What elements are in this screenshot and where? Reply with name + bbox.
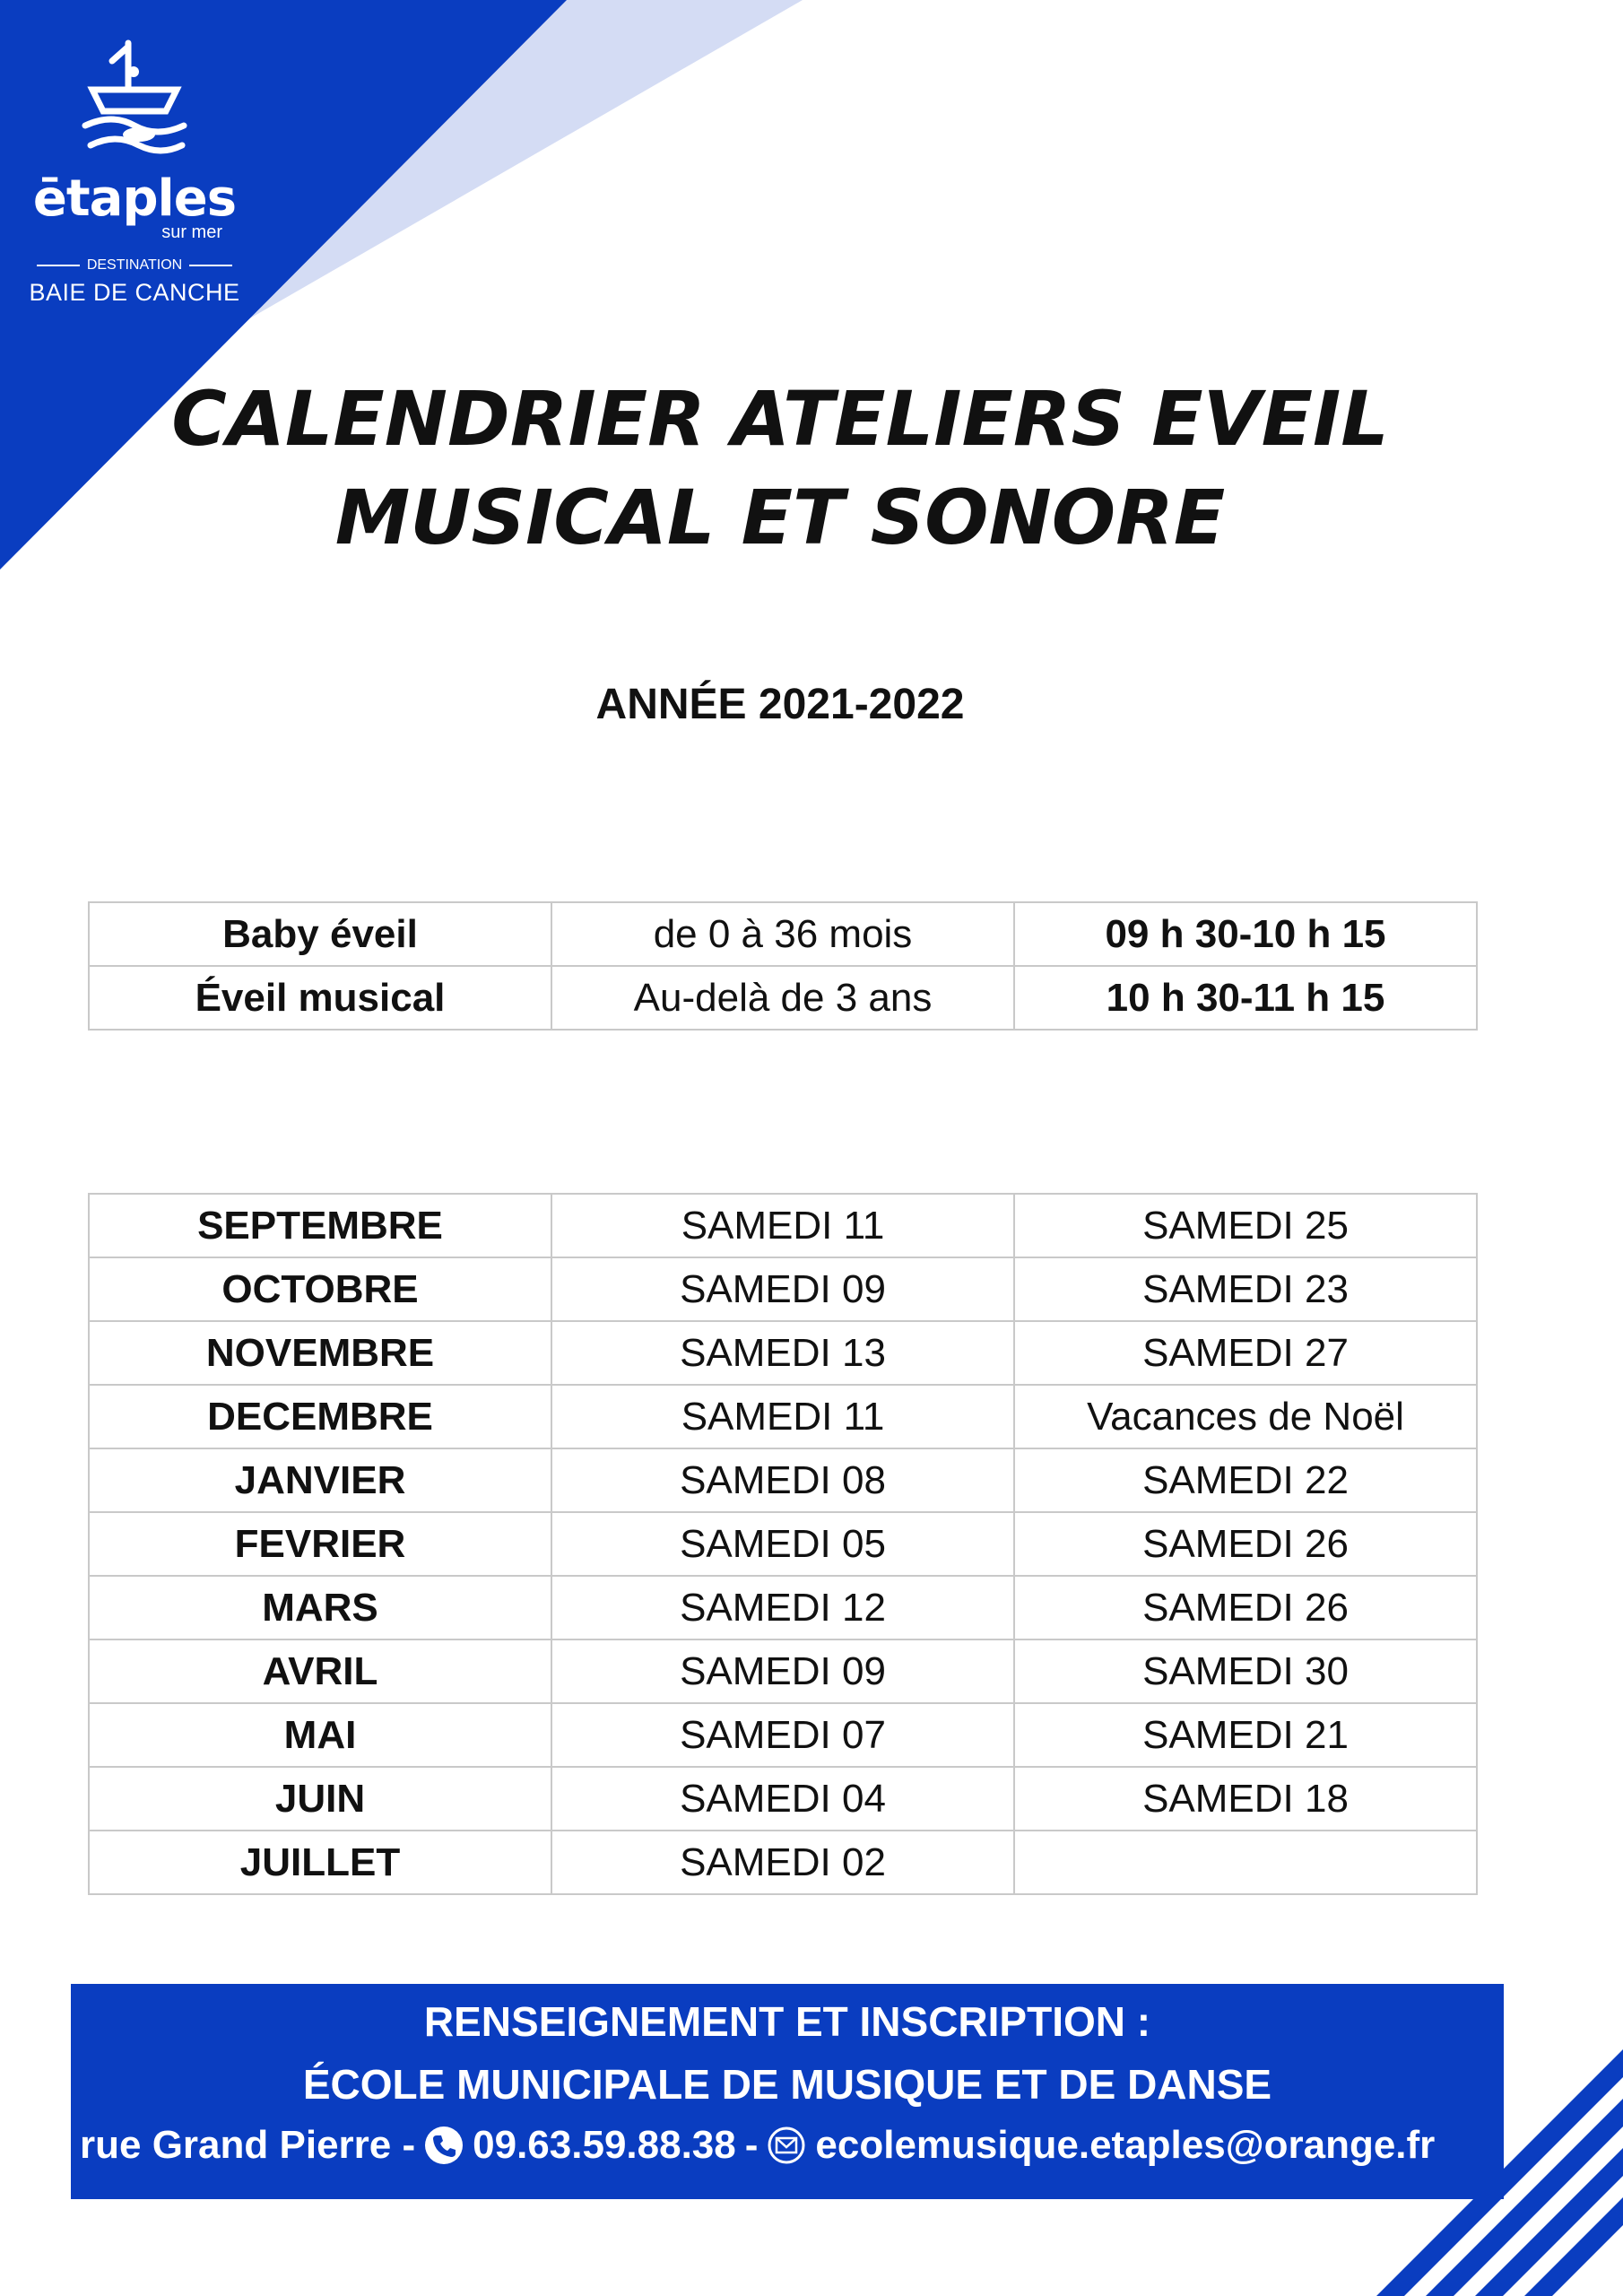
session-name: Baby éveil <box>89 902 551 966</box>
footer-separator: - <box>744 2123 759 2167</box>
date-cell: Vacances de Noël <box>1014 1385 1477 1448</box>
brand-logo <box>27 36 242 323</box>
destination-label: DESTINATION <box>86 257 183 273</box>
date-cell: SAMEDI 26 <box>1014 1576 1477 1639</box>
title-line-1: CALENDRIER ATELIERS EVEIL <box>171 375 1389 463</box>
brand-destination <box>27 257 242 274</box>
date-cell: SAMEDI 11 <box>551 1194 1014 1257</box>
session-times-table <box>88 901 1478 1031</box>
table-row <box>89 1448 1477 1512</box>
table-row <box>89 902 1477 966</box>
date-cell: SAMEDI 18 <box>1014 1767 1477 1831</box>
footer-contact-line <box>80 2117 1435 2174</box>
footer-phone[interactable]: 09.63.59.88.38 <box>473 2123 736 2167</box>
title-line-2: MUSICAL ET SONORE <box>334 474 1226 561</box>
month-cell: NOVEMBRE <box>89 1321 551 1385</box>
boat-fish-logo-icon <box>76 36 193 170</box>
school-year: ANNÉE 2021-2022 <box>595 681 965 728</box>
month-cell: AVRIL <box>89 1639 551 1703</box>
date-cell: SAMEDI 11 <box>551 1385 1014 1448</box>
date-cell: SAMEDI 07 <box>551 1703 1014 1767</box>
brand-subtitle: sur mer <box>161 222 222 242</box>
month-cell: MARS <box>89 1576 551 1639</box>
footer-school: ÉCOLE MUNICIPALE DE MUSIQUE ET DE DANSE <box>302 2061 1272 2108</box>
session-age: Au-delà de 3 ans <box>551 966 1014 1030</box>
footer-heading: RENSEIGNEMENT ET INSCRIPTION : <box>423 1998 1151 2045</box>
table-row <box>89 1767 1477 1831</box>
session-name: Éveil musical <box>89 966 551 1030</box>
month-cell: SEPTEMBRE <box>89 1194 551 1257</box>
table-row <box>89 1576 1477 1639</box>
date-cell: SAMEDI 09 <box>551 1639 1014 1703</box>
table-row <box>89 1194 1477 1257</box>
date-cell: SAMEDI 04 <box>551 1767 1014 1831</box>
date-cell: SAMEDI 27 <box>1014 1321 1477 1385</box>
date-cell: SAMEDI 30 <box>1014 1639 1477 1703</box>
contact-footer <box>71 1984 1504 2199</box>
month-cell: MAI <box>89 1703 551 1767</box>
brand-name: ētaples <box>32 170 237 228</box>
month-cell: OCTOBRE <box>89 1257 551 1321</box>
date-cell: SAMEDI 02 <box>551 1831 1014 1894</box>
month-cell: JUIN <box>89 1767 551 1831</box>
table-row <box>89 1831 1477 1894</box>
footer-address: rue Grand Pierre - <box>80 2123 416 2167</box>
date-cell: SAMEDI 23 <box>1014 1257 1477 1321</box>
month-cell: JANVIER <box>89 1448 551 1512</box>
date-cell: SAMEDI 12 <box>551 1576 1014 1639</box>
footer-email[interactable]: ecolemusique.etaples@orange.fr <box>815 2123 1436 2167</box>
phone-icon <box>424 2126 464 2165</box>
month-cell: FEVRIER <box>89 1512 551 1576</box>
date-cell: SAMEDI 09 <box>551 1257 1014 1321</box>
table-row <box>89 1321 1477 1385</box>
date-cell: SAMEDI 08 <box>551 1448 1014 1512</box>
date-cell: SAMEDI 13 <box>551 1321 1014 1385</box>
table-row <box>89 1512 1477 1576</box>
session-time: 09 h 30-10 h 15 <box>1014 902 1477 966</box>
table-row <box>89 1257 1477 1321</box>
month-cell: JUILLET <box>89 1831 551 1894</box>
calendar-table <box>88 1193 1478 1895</box>
page-title <box>0 370 1560 567</box>
date-cell: SAMEDI 22 <box>1014 1448 1477 1512</box>
table-row <box>89 1639 1477 1703</box>
table-row <box>89 1385 1477 1448</box>
session-age: de 0 à 36 mois <box>551 902 1014 966</box>
month-cell: DECEMBRE <box>89 1385 551 1448</box>
date-cell: SAMEDI 21 <box>1014 1703 1477 1767</box>
date-cell: SAMEDI 26 <box>1014 1512 1477 1576</box>
divider <box>37 265 80 266</box>
date-cell <box>1014 1831 1477 1894</box>
divider <box>189 265 232 266</box>
table-row <box>89 1703 1477 1767</box>
table-row <box>89 966 1477 1030</box>
envelope-icon <box>767 2126 806 2165</box>
session-time: 10 h 30-11 h 15 <box>1014 966 1477 1030</box>
date-cell: SAMEDI 05 <box>551 1512 1014 1576</box>
brand-region: BAIE DE CANCHE <box>29 279 240 306</box>
date-cell: SAMEDI 25 <box>1014 1194 1477 1257</box>
